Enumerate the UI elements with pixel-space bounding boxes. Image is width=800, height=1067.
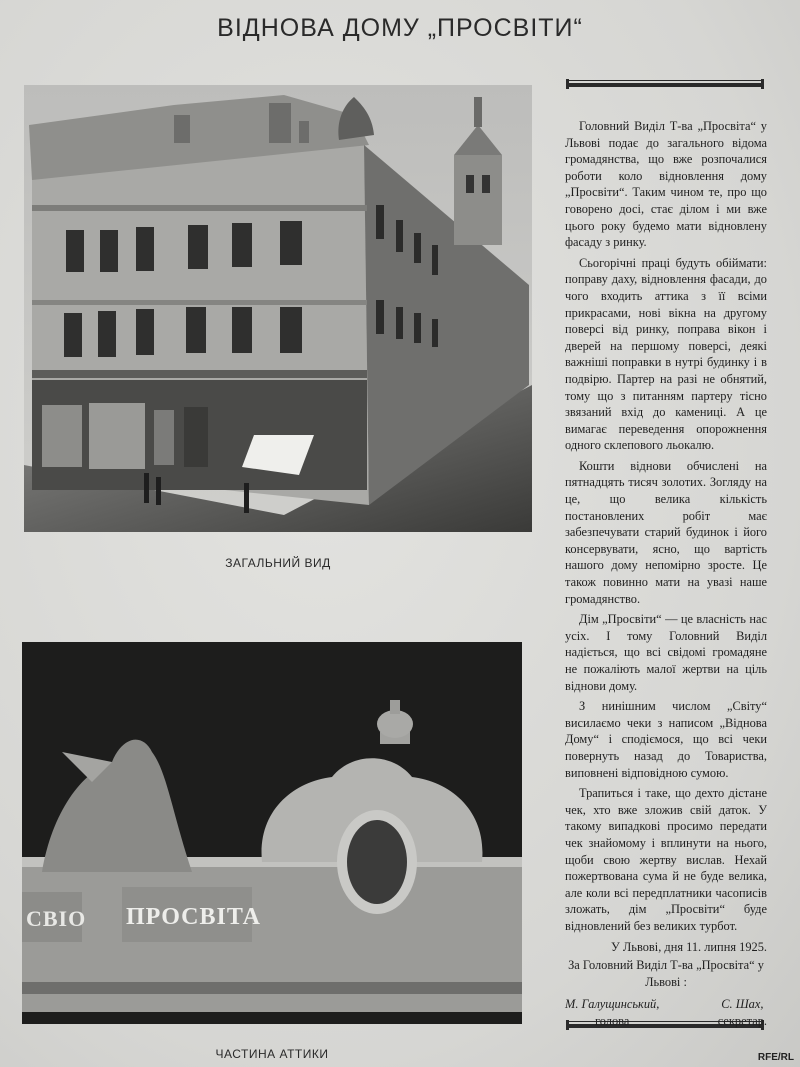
- top-decorative-rule: [566, 80, 764, 88]
- article-paragraph: Трапиться і таке, що дехто дістане чек, хто вже зложив свій даток. У такому випадкові просимо передати чек знайомому і вплинути на нього, щоби свою жертву вислав. Нехай пожертвована сума й не буде велика, але коли всі передплатники часописів зложать, дім „Просвіти“ буде відновлений без великих турбот.: [565, 786, 767, 933]
- page-title: ВІДНОВА ДОМУ „ПРОСВІТИ“: [217, 14, 583, 42]
- attic-inscription-right: ПРОСВІТА: [126, 904, 261, 930]
- photo-general-view: [24, 85, 532, 532]
- signer1-name: М. Галущинський,: [565, 997, 660, 1012]
- caption-attic: ЧАСТИНА АТТИКИ: [215, 1047, 329, 1061]
- place-date: У Львові, дня 11. липня 1925.: [611, 939, 767, 954]
- signer1-role: голова: [594, 1013, 630, 1028]
- signer2-name: С. Шах,: [721, 997, 764, 1012]
- signatures: [565, 996, 767, 1029]
- article-column: [565, 118, 767, 1029]
- signer-chairman: [565, 996, 659, 1029]
- article-paragraph: Головний Виділ Т-ва „Просвіта“ у Львові подає до загального відома громадянства, що вже розпочалися роботи коло відновлення дому „Просвіти“. Таким чином те, про що говорено досі, стає ділом і ми вже цього року будемо мати відновлену фасаду з ринку.: [565, 119, 767, 250]
- article-paragraph: Сьогорічні праці будуть обіймати: поправу даху, відновлення фасади, до чого входить аттика з її всіми прикрасами, нові вікна на другому поверсі від ринку, поправа вікон і дверей на першому поверсі, деякі важніші поправки в нутрі будинку і в подвірю. Партер на разі не обнятий, тому що з питанням партеру тісно звязаний вхід до камениці. А це вимагає переведення опорожнення одного склепового льокалю.: [565, 255, 767, 453]
- article-paragraph: Кошти віднови обчислені на пятнадцять тисяч золотих. Зогляду на це, що велика кількість постановлених робіт має забезпечувати старий будинок і його консервувати, ясно, що вартість нашого дому непомірно зросте. Це також повинно мати на увазі наше громадянство.: [565, 458, 767, 606]
- building-illustration: [24, 85, 532, 532]
- attic-inscription-left: СВІО: [26, 906, 87, 931]
- article-paragraph: З нинішним числом „Світу“ висилаємо чеки з написом „Віднова Дому“ і сподіємося, що всі чеки повернуть назад до Товариства, виповнені відповідною сумою.: [565, 699, 767, 780]
- watermark: RFE/RL: [757, 1052, 794, 1063]
- article-paragraph: Дім „Просвіти“ — це власність нас усіх. І тому Головний Виділ надіється, що всі свідомі громадяне не пожаліють малої жертви на ціль віднови дому.: [565, 612, 767, 693]
- photo-attic-detail: [22, 642, 522, 1024]
- attic-illustration: [22, 642, 522, 1024]
- signer2-role: секретар.: [717, 1013, 767, 1028]
- caption-general-view: ЗАГАЛЬНИЙ ВИД: [225, 556, 331, 570]
- signed-for: За Головний Виділ Т-ва „Просвіта“ у Львові :: [568, 958, 764, 989]
- signer-secretary: [718, 996, 767, 1029]
